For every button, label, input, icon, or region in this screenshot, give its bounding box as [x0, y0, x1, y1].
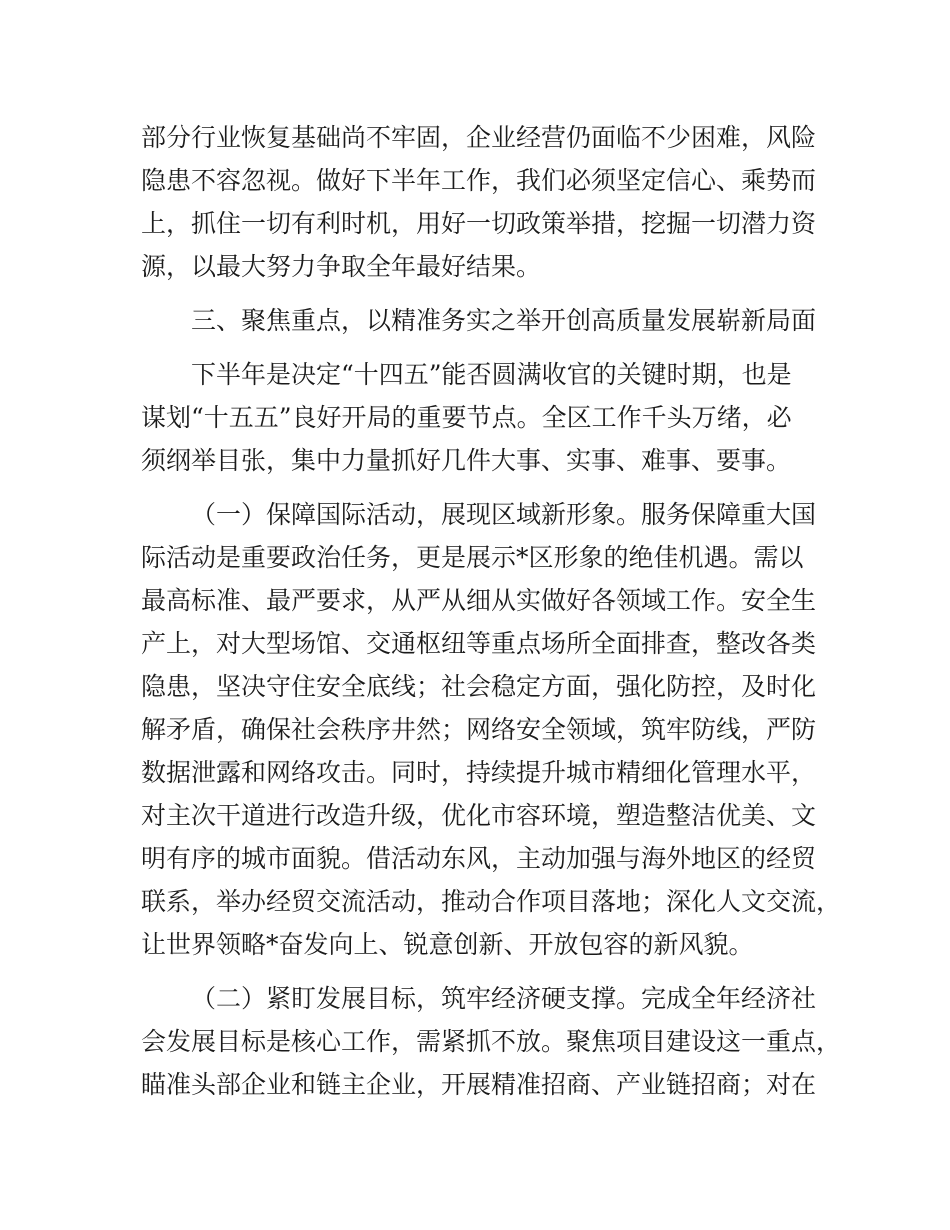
- paragraph-line: 隐患，坚决守住安全底线；社会稳定方面，强化防控，及时化: [141, 672, 817, 701]
- paragraph-line: （一）保障国际活动，展现区域新形象。服务保障重大国: [191, 500, 817, 529]
- paragraph-line: 联系，举办经贸交流活动，推动合作项目落地；深化人文交流，: [141, 887, 842, 916]
- paragraph-line: 部分行业恢复基础尚不牢固，企业经营仍面临不少困难，风险: [141, 123, 817, 152]
- paragraph-line: 让世界领略*奋发向上、锐意创新、开放包容的新风貌。: [141, 930, 754, 959]
- paragraph-line: 隐患不容忽视。做好下半年工作，我们必须坚定信心、乘势而: [141, 166, 817, 195]
- paragraph-line: 明有序的城市面貌。借活动东风，主动加强与海外地区的经贸: [141, 844, 817, 873]
- section-heading: 三、聚焦重点，以精准务实之举开创高质量发展崭新局面: [191, 306, 817, 335]
- paragraph-line: 会发展目标是核心工作，需紧抓不放。聚焦项目建设这一重点，: [141, 1027, 842, 1056]
- paragraph-line: 数据泄露和网络攻击。同时，持续提升城市精细化管理水平，: [141, 758, 817, 787]
- paragraph-line: 须纲举目张，集中力量抓好几件大事、实事、难事、要事。: [141, 446, 792, 475]
- paragraph-line: 际活动是重要政治任务，更是展示*区形象的绝佳机遇。需以: [141, 543, 804, 572]
- paragraph-line: 上，抓住一切有利时机，用好一切政策举措，挖掘一切潜力资: [141, 209, 817, 238]
- paragraph-line: 谋划“十五五”良好开局的重要节点。全区工作千头万绪，必: [141, 403, 792, 432]
- paragraph-line: （二）紧盯发展目标，筑牢经济硬支撑。完成全年经济社: [191, 984, 817, 1013]
- paragraph-line: 下半年是决定“十四五”能否圆满收官的关键时期，也是: [191, 360, 792, 389]
- paragraph-line: 源，以最大努力争取全年最好结果。: [141, 252, 542, 281]
- paragraph-line: 解矛盾，确保社会秩序井然；网络安全领域，筑牢防线，严防: [141, 715, 817, 744]
- paragraph-line: 对主次干道进行改造升级，优化市容环境，塑造整洁优美、文: [141, 801, 817, 830]
- paragraph-line: 产上，对大型场馆、交通枢纽等重点场所全面排查，整改各类: [141, 629, 817, 658]
- paragraph-line: 瞄准头部企业和链主企业，开展精准招商、产业链招商；对在: [141, 1070, 817, 1099]
- paragraph-line: 最高标准、最严要求，从严从细从实做好各领域工作。安全生: [141, 586, 817, 615]
